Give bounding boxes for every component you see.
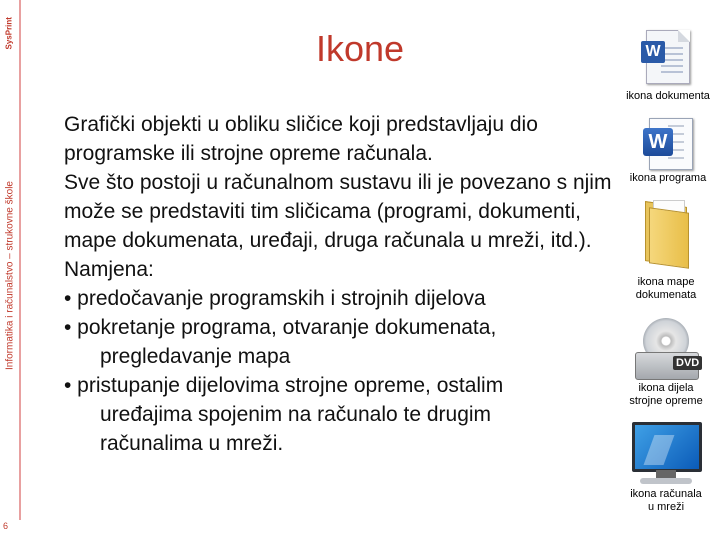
- logo-text: SysPrint: [4, 17, 14, 50]
- bullet-continuation: pregledavanje mapa: [100, 345, 291, 368]
- slide-body: [64, 110, 614, 458]
- purpose-label: Namjena:: [64, 258, 154, 281]
- document-icon-caption: ikona dokumenta: [626, 90, 710, 102]
- dvd-drive-icon: [633, 318, 699, 384]
- dvd-icon-block: [616, 318, 716, 408]
- slide-title: Ikone: [315, 28, 405, 69]
- body-paragraph: Grafički objekti u obliku sličice koji predstavljaju dio programske ili strojne opreme računala.: [64, 113, 538, 165]
- program-icon-block: [616, 118, 720, 185]
- bullet-item: • pokretanje programa, otvaranje dokumenata,: [64, 316, 497, 339]
- bullet-item: • pristupanje dijelovima strojne opreme, ostalim: [64, 374, 504, 397]
- page-number: 6: [3, 521, 9, 531]
- computer-icon: [626, 420, 706, 486]
- dvd-label: DVD: [673, 356, 702, 370]
- body-paragraph: Sve što postoji u računalnom sustavu ili je povezano s njim može se predstaviti tim sličicama (programi, dokumenti, mape dokumenata, uređaji, druga računala u mreži, itd.).: [64, 171, 612, 252]
- program-icon-caption: ikona programa: [629, 172, 707, 184]
- folder-icon-block: [616, 200, 716, 302]
- computer-icon-caption-line2: u mreži: [647, 501, 685, 513]
- dvd-icon-caption-line2: strojne opreme: [629, 395, 703, 407]
- computer-icon-caption-line1: ikona računala: [630, 488, 702, 500]
- program-icon: W: [643, 118, 693, 170]
- bullet-item: • predočavanje programskih i strojnih dijelova: [64, 287, 486, 310]
- folder-icon: [641, 200, 691, 266]
- logo: [2, 4, 16, 48]
- dvd-icon-caption-line1: ikona dijela: [638, 382, 694, 394]
- document-icon-block: [616, 30, 720, 103]
- sidebar-caption: Informatika i računalstvo – strukovne škole: [4, 181, 16, 370]
- bullet-continuation: uređajima spojenim na računalo te drugim: [100, 403, 492, 426]
- folder-icon-caption-line2: dokumenata: [635, 289, 697, 301]
- sidebar-divider: [19, 0, 21, 520]
- bullet-continuation: računalima u mreži.: [100, 432, 284, 455]
- folder-icon-caption-line1: ikona mape: [637, 276, 695, 288]
- document-icon: W: [646, 30, 690, 84]
- computer-icon-block: [616, 420, 716, 514]
